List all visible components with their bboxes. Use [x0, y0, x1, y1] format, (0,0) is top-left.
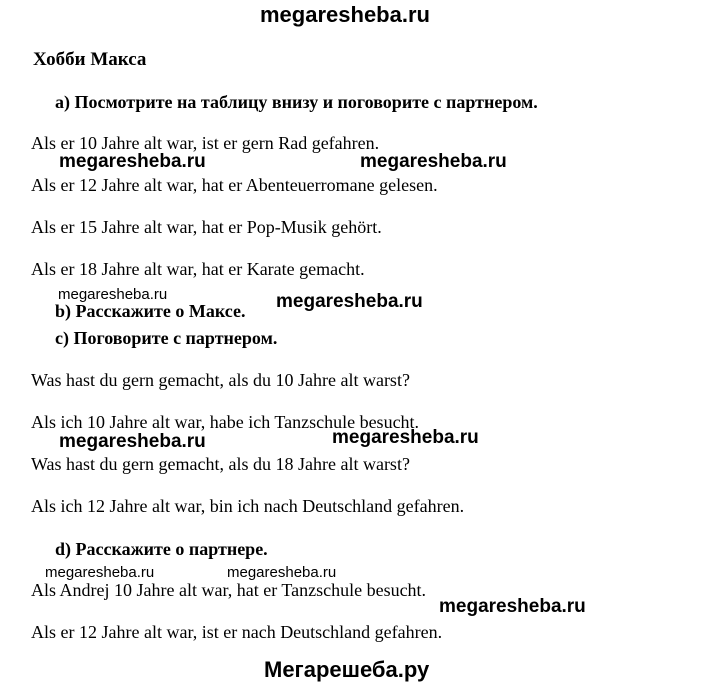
text-line: Als er 12 Jahre alt war, ist er nach Deutschland gefahren.	[31, 622, 443, 642]
watermark: megaresheba.ru	[59, 431, 206, 452]
task-d-heading: d) Расскажите о партнере.	[55, 539, 268, 559]
footer-site-name: Мегарешеба.ру	[264, 657, 430, 682]
page-title: Хобби Макса	[33, 49, 147, 70]
task-a-heading: a) Посмотрите на таблицу внизу и поговорите с партнером.	[55, 92, 538, 112]
task-b-heading: b) Расскажите о Максе.	[55, 301, 246, 321]
text-line: Was hast du gern gemacht, als du 18 Jahre alt warst?	[31, 454, 410, 474]
text-line: Als ich 10 Jahre alt war, habe ich Tanzschule besucht.	[31, 412, 420, 432]
watermark: megaresheba.ru	[59, 151, 206, 172]
watermark: megaresheba.ru	[360, 151, 507, 172]
text-line: Als er 15 Jahre alt war, hat er Pop-Musik gehört.	[31, 217, 382, 237]
text-line: Als er 10 Jahre alt war, ist er gern Rad gefahren.	[31, 133, 380, 153]
watermark: megaresheba.ru	[45, 564, 155, 581]
text-line: Als er 18 Jahre alt war, hat er Karate gemacht.	[31, 259, 365, 279]
watermark: megaresheba.ru	[439, 596, 586, 617]
text-line: Was hast du gern gemacht, als du 10 Jahre alt warst?	[31, 370, 410, 390]
text-line: Als Andrej 10 Jahre alt war, hat er Tanzschule besucht.	[31, 580, 427, 600]
task-c-heading: c) Поговорите с партнером.	[55, 328, 278, 348]
watermark: megaresheba.ru	[58, 286, 168, 303]
watermark: megaresheba.ru	[227, 564, 337, 581]
watermark: megaresheba.ru	[332, 427, 479, 448]
text-line: Als ich 12 Jahre alt war, bin ich nach Deutschland gefahren.	[31, 496, 465, 516]
text-line: Als er 12 Jahre alt war, hat er Abenteuerromane gelesen.	[31, 175, 438, 195]
header-watermark: megaresheba.ru	[260, 2, 430, 27]
watermark: megaresheba.ru	[276, 291, 423, 312]
